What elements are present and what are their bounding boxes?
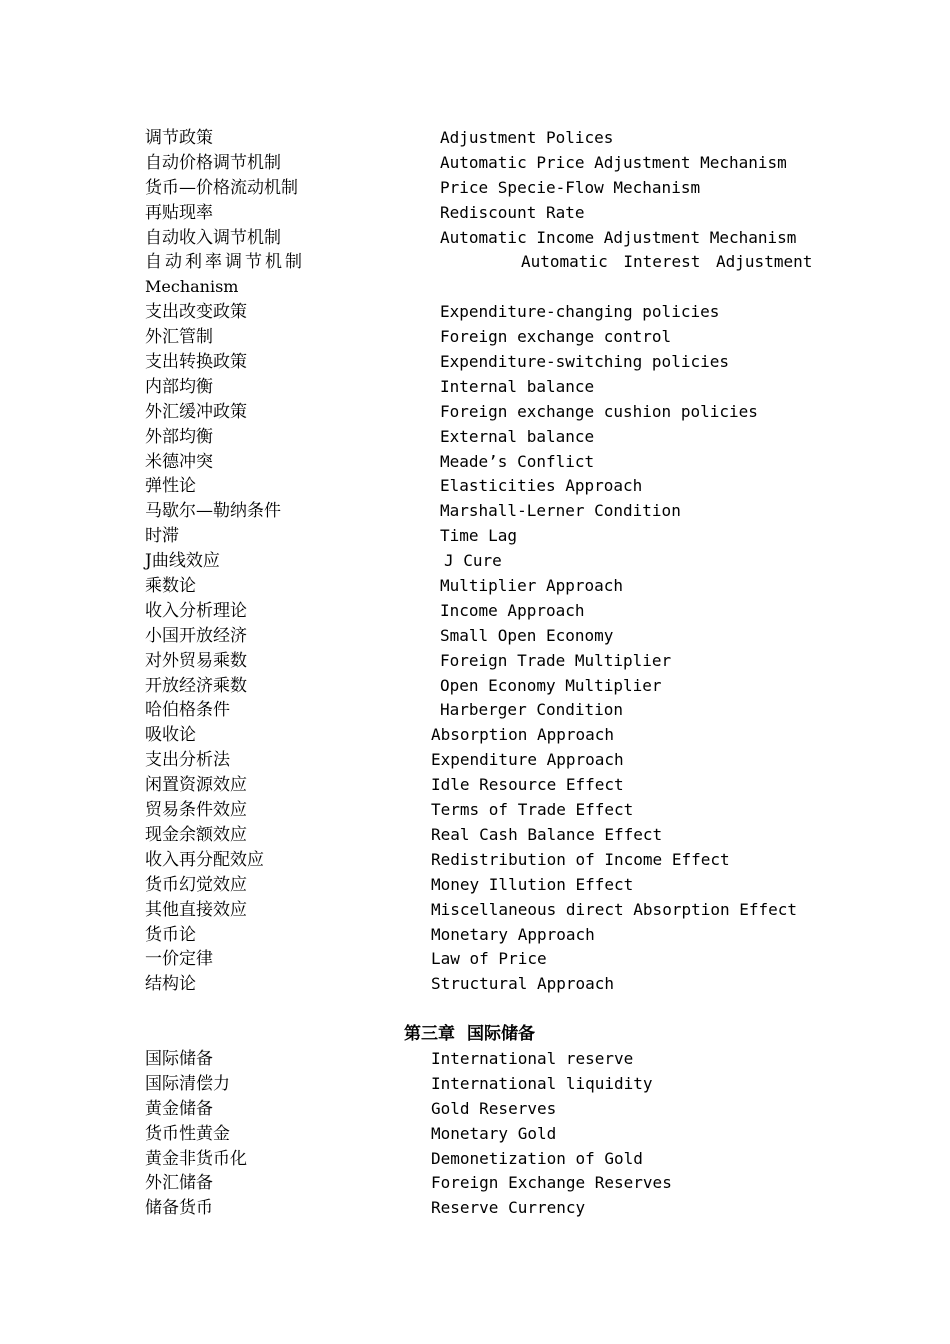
term-chinese: 哈伯格条件	[145, 700, 230, 721]
term-chinese: 储备货币	[145, 1198, 213, 1219]
term-english: Elasticities Approach	[440, 476, 643, 496]
term-chinese: 贸易条件效应	[145, 800, 247, 821]
term-english: International reserve	[431, 1048, 634, 1068]
term-english: Real Cash Balance Effect	[431, 824, 663, 844]
term-chinese: 现金余额效应	[145, 824, 247, 845]
term-english: Small Open Economy	[440, 625, 614, 645]
glossary-row	[0, 1072, 950, 1097]
term-chinese: 外汇储备	[145, 1173, 213, 1194]
term-english: Gold Reserves	[431, 1098, 557, 1118]
term-chinese: 支出分析法	[145, 750, 230, 771]
glossary-row	[0, 325, 950, 350]
glossary-row	[0, 350, 950, 375]
glossary-row	[0, 972, 950, 997]
term-english: Idle Resource Effect	[431, 775, 624, 795]
term-english: Foreign exchange control	[440, 327, 672, 347]
glossary-row	[0, 176, 950, 201]
glossary-row	[0, 549, 950, 574]
glossary-row	[0, 1196, 950, 1221]
term-english: Structural Approach	[431, 974, 615, 994]
term-english: Open Economy Multiplier	[440, 675, 662, 695]
chapter-title: 国际储备	[467, 1024, 535, 1045]
glossary-row	[0, 450, 950, 475]
glossary-row	[0, 474, 950, 499]
term-english: Price Specie-Flow Mechanism	[440, 177, 701, 197]
term-english: J Cure	[444, 551, 502, 571]
term-english: Money Illution Effect	[431, 874, 634, 894]
term-english: Demonetization of Gold	[431, 1148, 643, 1168]
glossary-row	[0, 1097, 950, 1122]
term-chinese: 外汇管制	[145, 327, 213, 348]
term-chinese: 开放经济乘数	[145, 675, 247, 696]
term-english: Law of Price	[431, 949, 547, 969]
term-english: Redistribution of Income Effect	[431, 849, 730, 869]
term-chinese: 自动价格调节机制	[145, 152, 281, 173]
glossary-row	[0, 848, 950, 873]
term-english: Miscellaneous direct Absorption Effect	[431, 899, 798, 919]
term-english: Automatic Income Adjustment Mechanism	[440, 227, 797, 247]
term-english: Meade’s Conflict	[440, 451, 595, 471]
term-english: Marshall-Lerner Condition	[440, 501, 681, 521]
term-chinese: 支出转换政策	[145, 352, 247, 373]
glossary-row	[0, 499, 950, 524]
term-chinese: 弹性论	[145, 476, 196, 497]
term-chinese: 小国开放经济	[145, 625, 247, 646]
term-english-continuation: Mechanism	[145, 277, 239, 297]
term-english: Expenditure-changing policies	[440, 302, 720, 322]
chapter-heading	[0, 1022, 950, 1047]
term-english: Expenditure-switching policies	[440, 352, 729, 372]
term-chinese: J曲线效应	[145, 551, 220, 572]
term-english: External balance	[440, 426, 595, 446]
glossary-row	[0, 250, 950, 275]
term-chinese: 结构论	[145, 974, 196, 995]
term-chinese: 米德冲突	[145, 451, 213, 472]
term-english: International liquidity	[431, 1073, 653, 1093]
term-chinese: 国际清偿力	[145, 1073, 230, 1094]
term-chinese: 自动收入调节机制	[145, 227, 281, 248]
glossary-row	[0, 1171, 950, 1196]
glossary-row	[0, 1047, 950, 1072]
term-english: Automatic Interest Adjustment	[521, 252, 813, 272]
glossary-row	[0, 375, 950, 400]
term-chinese: 支出改变政策	[145, 302, 247, 323]
term-english: Terms of Trade Effect	[431, 800, 634, 820]
term-english: Multiplier Approach	[440, 576, 624, 596]
glossary-row	[0, 151, 950, 176]
term-english: Harberger Condition	[440, 700, 624, 720]
glossary-row	[0, 773, 950, 798]
term-chinese: 收入分析理论	[145, 600, 247, 621]
glossary-row	[0, 674, 950, 699]
term-english: Rediscount Rate	[440, 202, 585, 222]
glossary-row	[0, 226, 950, 251]
glossary-row	[0, 425, 950, 450]
term-english: Automatic Price Adjustment Mechanism	[440, 152, 787, 172]
term-english: Absorption Approach	[431, 725, 615, 745]
term-english: Adjustment Polices	[440, 128, 614, 147]
term-english: Monetary Gold	[431, 1123, 557, 1143]
glossary-row	[0, 823, 950, 848]
glossary-row	[0, 126, 950, 151]
glossary-row	[0, 898, 950, 923]
term-english: Internal balance	[440, 376, 595, 396]
glossary-row	[0, 649, 950, 674]
term-chinese: 一价定律	[145, 949, 213, 970]
glossary-row	[0, 873, 950, 898]
term-chinese: 再贴现率	[145, 202, 213, 223]
glossary-row	[0, 1122, 950, 1147]
term-english: Income Approach	[440, 600, 585, 620]
glossary-row	[0, 698, 950, 723]
glossary-document	[0, 126, 950, 1221]
glossary-row	[0, 798, 950, 823]
term-english: Reserve Currency	[431, 1198, 586, 1218]
glossary-row	[0, 748, 950, 773]
term-english: Monetary Approach	[431, 924, 595, 944]
term-chinese: 收入再分配效应	[145, 849, 264, 870]
glossary-row	[0, 1147, 950, 1172]
term-chinese: 黄金储备	[145, 1098, 213, 1119]
term-chinese: 吸收论	[145, 725, 196, 746]
term-english: Foreign exchange cushion policies	[440, 401, 758, 421]
term-chinese: 国际储备	[145, 1048, 213, 1069]
term-chinese: 对外贸易乘数	[145, 650, 247, 671]
term-chinese: 黄金非货币化	[145, 1148, 247, 1169]
glossary-row	[0, 624, 950, 649]
chapter-heading-text	[404, 1022, 535, 1047]
glossary-row	[0, 574, 950, 599]
term-chinese: 外部均衡	[145, 426, 213, 447]
glossary-row	[0, 300, 950, 325]
term-chinese: 乘数论	[145, 576, 196, 597]
term-chinese: 货币—价格流动机制	[145, 177, 298, 198]
glossary-row	[0, 923, 950, 948]
term-chinese: 外汇缓冲政策	[145, 401, 247, 422]
term-chinese: 货币性黄金	[145, 1123, 230, 1144]
term-chinese: 闲置资源效应	[145, 775, 247, 796]
term-english: Foreign Trade Multiplier	[440, 650, 672, 670]
glossary-row	[0, 201, 950, 226]
blank-line	[0, 997, 950, 1022]
glossary-row	[0, 599, 950, 624]
term-chinese: 自动利率调节机制	[145, 252, 305, 273]
chapter-number: 第三章	[404, 1024, 455, 1045]
term-chinese: 货币幻觉效应	[145, 874, 247, 895]
glossary-row	[0, 524, 950, 549]
term-english: Expenditure Approach	[431, 750, 624, 770]
glossary-row	[0, 947, 950, 972]
glossary-row-continuation	[0, 275, 950, 300]
glossary-row	[0, 400, 950, 425]
glossary-row	[0, 723, 950, 748]
term-chinese: 其他直接效应	[145, 899, 247, 920]
term-chinese: 货币论	[145, 924, 196, 945]
term-chinese: 时滞	[145, 526, 179, 547]
term-english: Time Lag	[440, 526, 518, 546]
term-english: Foreign Exchange Reserves	[431, 1173, 672, 1193]
term-chinese: 马歇尔—勒纳条件	[145, 501, 281, 522]
term-chinese: 内部均衡	[145, 376, 213, 397]
term-chinese: 调节政策	[145, 128, 213, 148]
